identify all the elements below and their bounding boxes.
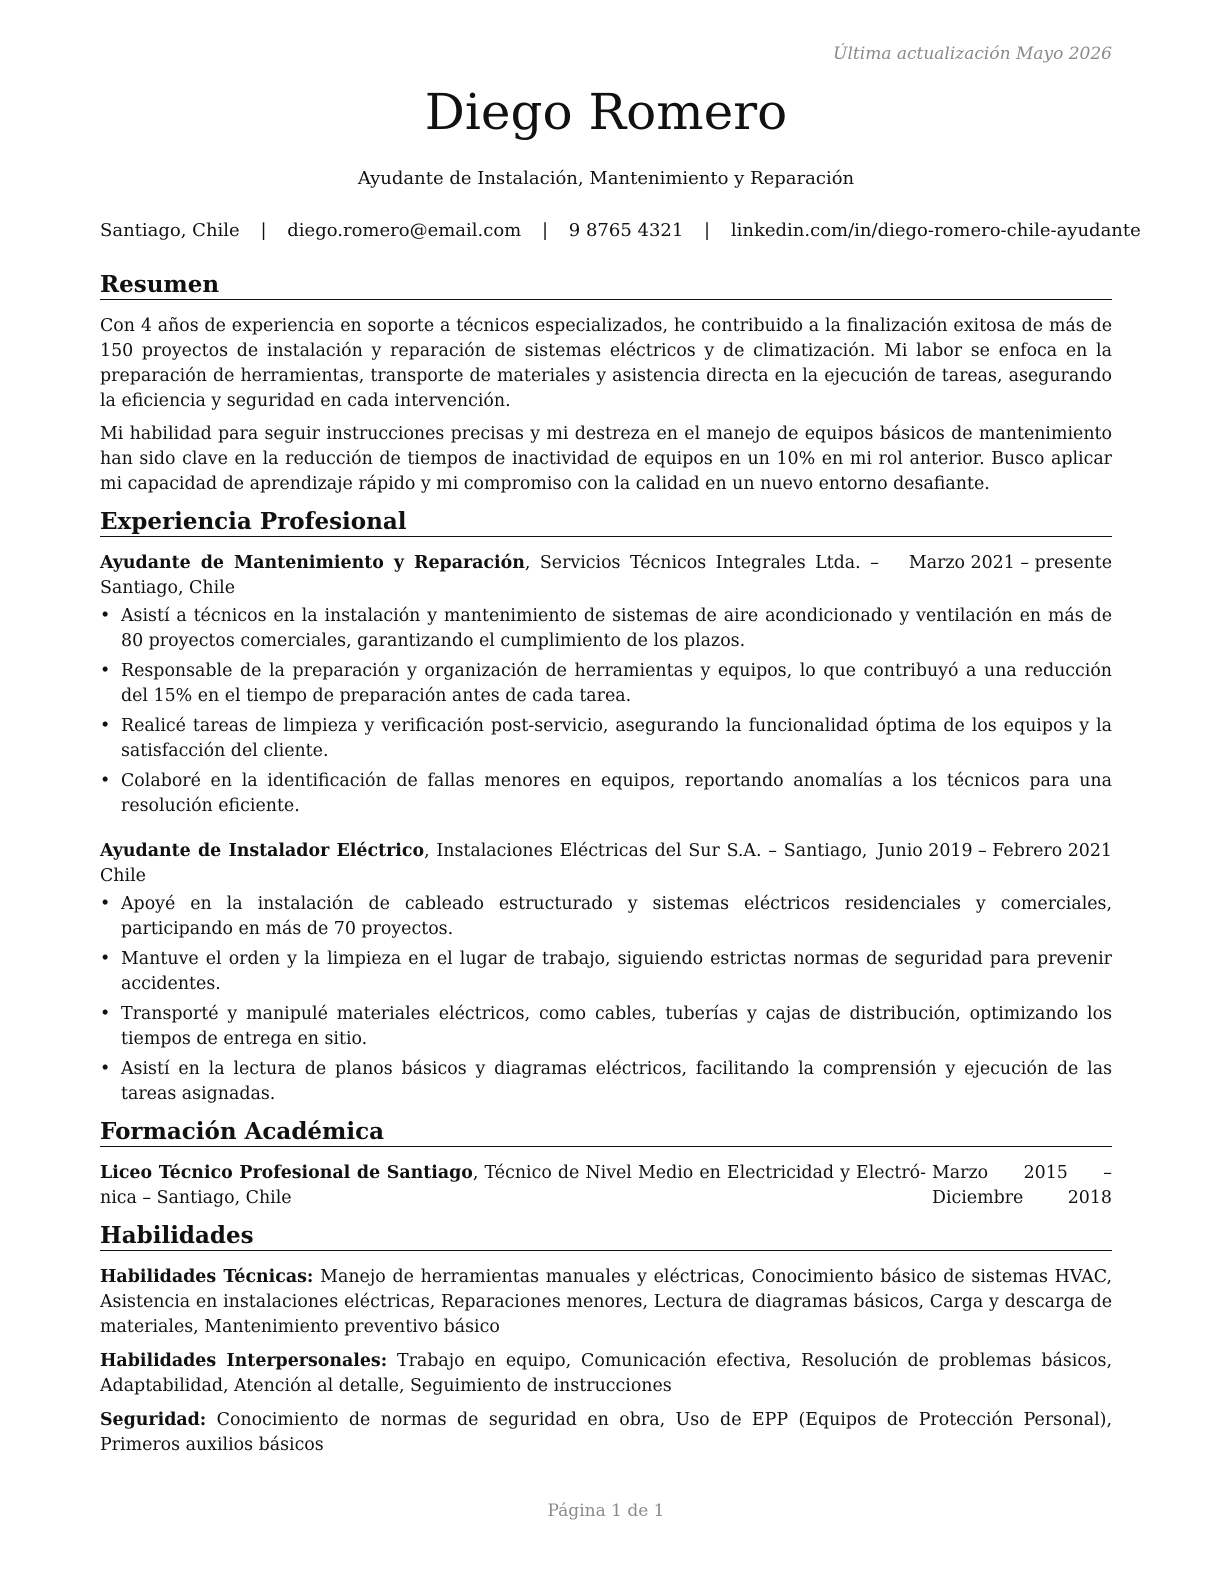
job-bullets (100, 604, 1112, 819)
skill-group (100, 1408, 1112, 1458)
education-school: Liceo Técnico Profesional de Santiago (100, 1163, 473, 1183)
skill-group (100, 1349, 1112, 1399)
skill-group-text: Conocimiento de normas de seguridad en obra, Uso de EPP (Equipos de Protección Personal), Primeros auxilios básicos (100, 1410, 1112, 1455)
list-item (100, 604, 1112, 654)
skills-heading: Habilidades (100, 1223, 1112, 1251)
skill-group-text: Trabajo en equipo, Comunicación efectiva, Resolución de problemas básicos, Adaptabilidad, Atención al detalle, Seguimiento de instrucciones (100, 1351, 1112, 1396)
experience-section (100, 509, 1112, 1107)
job-header (100, 551, 1112, 601)
list-item (100, 714, 1112, 764)
last-updated: Última actualización Mayo 2026 (833, 44, 1112, 64)
bullet-text: Asistí a técnicos en la instalación y mantenimiento de sistemas de aire acondicionado y ventilación en más de 80 proyectos comerciales, garantizando el cumplimiento de los plazos. (121, 606, 1112, 651)
list-item (100, 1002, 1112, 1052)
job-entry (100, 839, 1112, 1107)
bullet-text: Colaboré en la identificación de fallas menores en equipos, reportando anomalías a los técnicos para una resolución eficiente. (121, 771, 1112, 816)
experience-heading: Experiencia Profesional (100, 509, 1112, 537)
bullet-icon: • (100, 1059, 111, 1079)
job-company: , Instalaciones Eléctricas del Sur S.A. – Santiago, Chile (100, 841, 868, 886)
job-position: Ayudante de Mantenimiento y Reparación (100, 553, 525, 573)
bullet-icon: • (100, 894, 111, 914)
job-dates: Marzo 2021 – presente (908, 553, 1112, 573)
contact-separator: | (541, 220, 549, 241)
resume-page (100, 0, 1141, 1584)
education-school-degree (100, 1161, 932, 1211)
list-item (100, 659, 1112, 709)
job-dates: Junio 2019 – Febrero 2021 (877, 841, 1112, 861)
page-footer: Página 1 de 1 (547, 1501, 665, 1521)
summary-paragraph: Mi habilidad para seguir instrucciones precisas y mi destreza en el manejo de equipos básicos de mantenimiento han sido clave en la reducción de tiempos de inactividad de equipos en un 10% en mi rol anterior. Busco aplicar mi capacidad de aprendizaje rápido y mi compromiso con la calidad en un nuevo entorno desafiante. (100, 424, 1112, 494)
list-item (100, 892, 1112, 942)
contact-linkedin[interactable]: linkedin.com/in/diego-romero-chile-ayudante (730, 220, 1141, 241)
job-title-company (100, 551, 909, 601)
education-section (100, 1119, 1112, 1211)
skill-group-label: Seguridad: (100, 1410, 207, 1430)
bullet-icon: • (100, 606, 111, 626)
contact-separator: | (260, 220, 267, 241)
education-degree: , Técnico de Nivel Medio en Electricidad y Electrónica – Santiago, Chile (100, 1163, 926, 1208)
summary-heading: Resumen (100, 272, 1112, 300)
resume-content (100, 272, 1112, 1470)
job-title-company (100, 839, 877, 889)
contact-phone: 9 8765 4321 (568, 220, 684, 241)
contact-email[interactable]: diego.romero@email.com (287, 220, 522, 241)
job-position: Ayudante de Instalador Eléctrico (100, 841, 425, 861)
bullet-text: Realicé tareas de limpieza y verificación post-servicio, asegurando la funcionalidad óptima de los equipos y la satisfacción del cliente. (121, 716, 1112, 761)
job-title: Ayudante de Instalación, Mantenimiento y Reparación (357, 168, 855, 189)
job-bullets (100, 892, 1112, 1107)
list-item (100, 1057, 1112, 1107)
job-entry (100, 551, 1112, 819)
summary-paragraph: Con 4 años de experiencia en soporte a técnicos especializados, he contribuido a la finalización exitosa de más de 150 proyectos de instalación y reparación de sistemas eléctricos y de climatización. Mi labor se enfoca en la preparación de herramientas, transporte de materiales y asistencia directa en la ejecución de tareas, asegurando la eficiencia y seguridad en cada intervención. (100, 316, 1112, 411)
skill-group-label: Habilidades Interpersonales: (100, 1351, 388, 1371)
bullet-text: Mantuve el orden y la limpieza en el lugar de trabajo, siguiendo estrictas normas de seguridad para prevenir accidentes. (121, 949, 1112, 994)
bullet-text: Apoyé en la instalación de cableado estructurado y sistemas eléctricos residenciales y comerciales, participando en más de 70 proyectos. (121, 894, 1112, 939)
candidate-name: Diego Romero (424, 83, 788, 141)
contact-separator: | (704, 220, 711, 241)
job-header (100, 839, 1112, 889)
education-entry (100, 1161, 1112, 1211)
contact-line (100, 220, 1141, 241)
contact-location: Santiago, Chile (100, 220, 240, 241)
summary-section (100, 272, 1112, 497)
list-item (100, 947, 1112, 997)
skill-group (100, 1265, 1112, 1340)
skill-group-label: Habilidades Técnicas: (100, 1267, 314, 1287)
list-item (100, 769, 1112, 819)
bullet-icon: • (100, 771, 111, 791)
bullet-icon: • (100, 661, 111, 681)
bullet-text: Responsable de la preparación y organización de herramientas y equipos, lo que contribuyó a una reducción del 15% en el tiempo de preparación antes de cada tarea. (121, 661, 1112, 706)
bullet-text: Transporté y manipulé materiales eléctricos, como cables, tuberías y cajas de distribución, optimizando los tiempos de entrega en sitio. (121, 1004, 1112, 1049)
skills-section (100, 1223, 1112, 1458)
bullet-icon: • (100, 1004, 111, 1024)
bullet-icon: • (100, 716, 111, 736)
skill-group-text: Manejo de herramientas manuales y eléctricas, Conocimiento básico de sistemas HVAC, Asistencia en instalaciones eléctricas, Reparaciones menores, Lectura de diagramas básicos, Carga y descarga de materiales, Mantenimiento preventivo básico (100, 1267, 1113, 1337)
job-company: , Servicios Técnicos Integrales Ltda. – Santiago, Chile (100, 553, 879, 598)
education-dates: Marzo 2015 – Diciembre 2018 (932, 1163, 1112, 1208)
bullet-icon: • (100, 949, 111, 969)
education-heading: Formación Académica (100, 1119, 1112, 1147)
bullet-text: Asistí en la lectura de planos básicos y diagramas eléctricos, facilitando la comprensión y ejecución de las tareas asignadas. (121, 1059, 1112, 1104)
